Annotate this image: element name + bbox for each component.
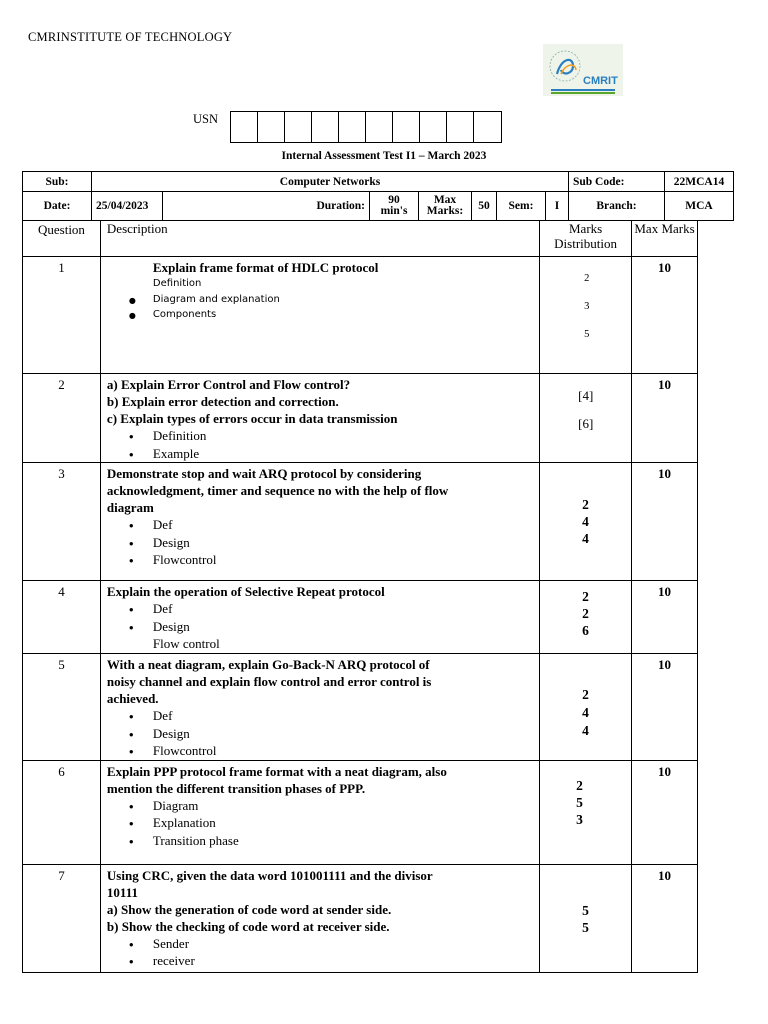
question-text-line: acknowledgment, timer and sequence no with the help of flow <box>106 483 449 499</box>
mark-value: 4 <box>582 514 589 530</box>
marks-distribution-cell <box>540 257 632 374</box>
usn-digit-box[interactable] <box>258 112 285 142</box>
subcode-label: Sub Code: <box>569 172 665 192</box>
mark-value: 2 <box>582 606 589 622</box>
mark-value: 5 <box>584 329 590 340</box>
institute-name: CMRINSTITUTE OF TECHNOLOGY <box>28 30 233 44</box>
usn-digit-box[interactable] <box>474 112 501 142</box>
question-number: 4 <box>23 581 101 654</box>
question-description <box>100 864 539 972</box>
criteria-item: ● Flowcontrol <box>153 742 535 760</box>
question-row <box>23 653 698 760</box>
usn-label: USN <box>193 112 219 126</box>
usn-digit-box[interactable] <box>231 112 258 142</box>
question-number: 2 <box>23 374 101 463</box>
question-description <box>100 374 539 463</box>
sem-value: I <box>546 192 569 221</box>
criteria-item: ● Flowcontrol <box>153 551 535 569</box>
mark-value: [6] <box>578 416 594 431</box>
criteria-item: ● Example <box>153 445 535 463</box>
question-description <box>100 257 539 374</box>
criteria-item: ● receiver <box>153 952 535 970</box>
marking-criteria-list <box>107 797 535 850</box>
question-number: 7 <box>23 864 101 972</box>
question-description <box>100 463 539 581</box>
usn-input-boxes[interactable] <box>230 111 502 143</box>
date-value: 25/04/2023 <box>92 192 163 221</box>
question-text-line: diagram <box>106 500 154 516</box>
criteria-item: ● Design <box>153 725 535 743</box>
subcode-value: 22MCA14 <box>665 172 734 192</box>
cmrit-logo <box>543 44 623 96</box>
question-number: 1 <box>23 257 101 374</box>
sub-label: Sub: <box>23 172 92 192</box>
criteria-item: ● Explanation <box>153 814 535 832</box>
question-number: 3 <box>23 463 101 581</box>
max-marks-value: 10 <box>632 864 698 972</box>
marking-criteria-list <box>107 276 535 323</box>
usn-digit-box[interactable] <box>312 112 339 142</box>
criteria-item: Definition <box>152 278 202 289</box>
question-text-line: Explain PPP protocol frame format with a neat diagram, also <box>106 763 447 779</box>
max-marks-value: 10 <box>632 463 698 581</box>
sem-label: Sem: <box>497 192 546 221</box>
marks-distribution-cell <box>540 760 632 864</box>
header-table <box>22 171 734 221</box>
question-text-line: c) Explain types of errors occur in data transmission <box>106 411 398 426</box>
criteria-item: ● Def <box>153 600 535 618</box>
question-row <box>23 257 698 374</box>
mark-value: 2 <box>584 273 590 284</box>
date-label: Date: <box>23 192 92 221</box>
question-description <box>100 653 539 760</box>
question-text-line: Explain the operation of Selective Repeat protocol <box>106 584 385 600</box>
question-text-line: With a neat diagram, explain Go-Back-N ARQ protocol of <box>106 656 430 672</box>
duration-label: Duration: <box>163 192 370 221</box>
question-row <box>23 463 698 581</box>
question-row <box>23 374 698 463</box>
marking-criteria-list <box>107 600 535 653</box>
mark-value: [4] <box>578 388 594 403</box>
mark-value: 2 <box>576 777 583 793</box>
question-row <box>23 864 698 972</box>
mark-value: 5 <box>582 919 589 935</box>
question-text-line: mention the different transition phases of PPP. <box>106 780 366 796</box>
marking-criteria-list <box>107 516 535 569</box>
marking-criteria-list <box>107 935 535 970</box>
col-header-marks-distribution: Marks Distribution <box>540 221 632 257</box>
mark-value: 6 <box>582 623 589 639</box>
usn-digit-box[interactable] <box>393 112 420 142</box>
criteria-item: ● Def <box>153 516 535 534</box>
max-marks-value: 10 <box>632 653 698 760</box>
criteria-item: ● Design <box>153 534 535 552</box>
question-row <box>23 760 698 864</box>
max-marks-value: 10 <box>632 760 698 864</box>
usn-digit-box[interactable] <box>366 112 393 142</box>
max-marks-value: 10 <box>632 581 698 654</box>
mark-value: 4 <box>582 531 589 547</box>
criteria-item: ● Sender <box>153 935 535 953</box>
question-text-line: a) Explain Error Control and Flow control? <box>106 377 351 392</box>
branch-label: Branch: <box>569 192 665 221</box>
branch-value: MCA <box>665 192 734 221</box>
marks-distribution-cell <box>540 653 632 760</box>
question-text-line: a) Show the generation of code word at sender side. <box>106 901 392 917</box>
mark-value: 2 <box>582 686 589 702</box>
mark-value: 5 <box>582 902 589 918</box>
criteria-item: ● Diagram and explanation <box>153 292 535 308</box>
max-marks-value: 10 <box>632 257 698 374</box>
question-row <box>23 581 698 654</box>
question-description <box>100 760 539 864</box>
question-text-line: Explain frame format of HDLC protocol <box>152 260 379 275</box>
marks-distribution-cell <box>540 374 632 463</box>
mark-value: 3 <box>584 301 590 312</box>
criteria-item: Flow control <box>152 636 220 652</box>
criteria-item: ● Components <box>153 307 535 323</box>
usn-digit-box[interactable] <box>339 112 366 142</box>
mark-value: 2 <box>582 589 589 605</box>
mark-value: 5 <box>576 794 583 810</box>
marks-distribution-cell <box>540 864 632 972</box>
question-text-line: b) Show the checking of code word at receiver side. <box>106 918 390 934</box>
criteria-item: ● Def <box>153 707 535 725</box>
max-marks-label: Max Marks: <box>419 192 472 221</box>
marks-distribution-cell <box>540 581 632 654</box>
question-number: 6 <box>23 760 101 864</box>
usn-digit-box[interactable] <box>420 112 447 142</box>
max-marks-value: 10 <box>632 374 698 463</box>
criteria-item: ● Definition <box>153 427 535 445</box>
marks-distribution-cell <box>540 463 632 581</box>
test-title: Internal Assessment Test I1 – March 2023 <box>281 150 487 162</box>
marking-criteria-list <box>107 427 535 462</box>
question-text-line: 10111 <box>106 884 138 900</box>
question-text-line: Demonstrate stop and wait ARQ protocol by considering <box>106 466 422 482</box>
mark-value: 4 <box>582 704 589 720</box>
mark-value: 2 <box>582 497 589 513</box>
mark-value: 4 <box>582 722 589 738</box>
questions-table <box>22 220 698 973</box>
question-text-line: achieved. <box>106 690 159 706</box>
col-header-question: Question <box>23 221 101 257</box>
question-text-line: b) Explain error detection and correction. <box>106 394 339 409</box>
marking-criteria-list <box>107 707 535 760</box>
question-text-line: Using CRC, given the data word 101001111 and the divisor <box>106 867 433 883</box>
col-header-description: Description <box>100 221 539 257</box>
criteria-item: ● Design <box>153 618 535 636</box>
col-header-max-marks: Max Marks <box>632 221 698 257</box>
usn-digit-box[interactable] <box>285 112 312 142</box>
duration-value: 90 min's <box>370 192 419 221</box>
criteria-item: ● Transition phase <box>153 832 535 850</box>
max-marks-value: 50 <box>472 192 497 221</box>
mark-value: 3 <box>576 811 583 827</box>
question-number: 5 <box>23 653 101 760</box>
usn-digit-box[interactable] <box>447 112 474 142</box>
logo-text: CMRIT <box>583 75 618 87</box>
question-description <box>100 581 539 654</box>
subject-value: Computer Networks <box>92 172 569 192</box>
criteria-item: ● Diagram <box>153 797 535 815</box>
question-text-line: noisy channel and explain flow control and error control is <box>106 673 432 689</box>
